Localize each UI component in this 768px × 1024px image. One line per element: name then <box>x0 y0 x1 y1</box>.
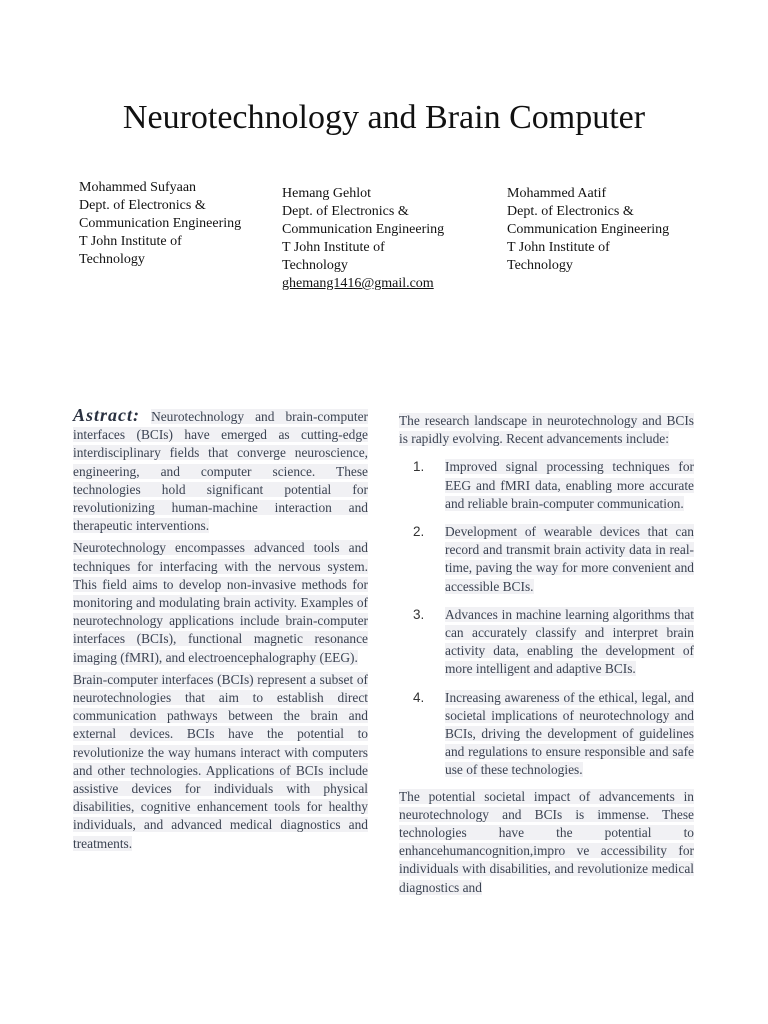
author-institute: T John Institute of <box>79 234 182 249</box>
advancements-list <box>399 458 694 779</box>
list-item-number: 3. <box>413 606 425 622</box>
author-institute-line2: Technology <box>282 258 348 273</box>
author-institute: T John Institute of <box>507 240 610 255</box>
intro-text: The research landscape in neurotechnology and BCIs is rapidly evolving. Recent advancements include: <box>399 413 694 447</box>
list-item-number: 4. <box>413 689 425 705</box>
list-item-number: 2. <box>413 524 425 540</box>
list-item <box>399 523 694 596</box>
author-dept-line2: Communication Engineering <box>507 222 670 237</box>
author-dept-line2: Communication Engineering <box>282 222 445 237</box>
author-block-3 <box>507 185 707 275</box>
closing-text: The potential societal impact of advancements in neurotechnology and BCIs is immense. These technologies have the potential to enhancehumancognition,impro ve accessibility for individuals with disabilities, and revolutionize medical diagnostics and <box>399 788 694 895</box>
list-item-number: 1. <box>413 459 425 475</box>
author-dept-line2: Communication Engineering <box>79 216 242 231</box>
paragraph-text: Neurotechnology encompasses advanced tools and techniques for interfacing with the nervous system. This field aims to develop non-invasive methods for monitoring and modulating brain activity. Examples of neurotechnology applications include brain-computer interfaces (BCIs), functional magnetic resonance imaging (fMRI), and electroencephalography (EEG). <box>73 540 368 665</box>
abstract-paragraph <box>73 406 368 535</box>
left-column <box>73 406 368 857</box>
author-name: Mohammed Sufyaan <box>79 180 197 195</box>
author-dept: Dept. of Electronics & <box>507 204 634 219</box>
paper-title: Neurotechnology and Brain Computer <box>122 99 646 136</box>
list-item-text: Improved signal processing techniques for EEG and fMRI data, enabling more accurate and reliable brain-computer communication. <box>445 459 694 511</box>
author-name: Hemang Gehlot <box>282 186 372 201</box>
author-block-1 <box>79 179 279 269</box>
list-item <box>399 606 694 679</box>
abstract-heading: Astract: <box>73 405 141 425</box>
author-block-2 <box>282 185 482 293</box>
author-dept: Dept. of Electronics & <box>79 198 206 213</box>
author-institute-line2: Technology <box>507 258 573 273</box>
body-paragraph <box>73 539 368 666</box>
author-name: Mohammed Aatif <box>507 186 607 201</box>
paragraph-text: Brain-computer interfaces (BCIs) represent a subset of neurotechnologies that aim to establish direct communication pathways between the brain and external devices. BCIs have the potential to revolutionize the way humans interact with computers and other technologies. Applications of BCIs include assistive devices for individuals with physical disabilities, cognitive enhancement tools for healthy individuals, and advanced medical diagnostics and treatments. <box>73 671 368 851</box>
list-item <box>399 458 694 513</box>
author-dept: Dept. of Electronics & <box>282 204 409 219</box>
right-column <box>399 412 694 901</box>
abstract-text: Neurotechnology and brain-computer interfaces (BCIs) have emerged as cutting-edge interdisciplinary fields that converge neuroscience, engineering, and computer science. These technologies hold significant potential for revolutionizing human-machine interaction and therapeutic interventions. <box>73 409 368 534</box>
author-institute: T John Institute of <box>282 240 385 255</box>
author-institute-line2: Technology <box>79 252 145 267</box>
body-paragraph <box>73 671 368 853</box>
closing-paragraph <box>399 788 694 897</box>
list-item-text: Development of wearable devices that can record and transmit brain activity data in real-time, paving the way for more convenient and accessible BCIs. <box>445 524 694 594</box>
author-email-link[interactable]: ghemang1416@gmail.com <box>282 276 434 291</box>
list-item-text: Increasing awareness of the ethical, legal, and societal implications of neurotechnology and BCIs, driving the development of guidelines and regulations to ensure responsible and safe use of these technologies. <box>445 689 694 778</box>
list-item <box>399 689 694 780</box>
intro-paragraph <box>399 412 694 448</box>
list-item-text: Advances in machine learning algorithms that can accurately classify and interpret brain activity data, enabling the development of more intelligent and adaptive BCIs. <box>445 606 694 677</box>
